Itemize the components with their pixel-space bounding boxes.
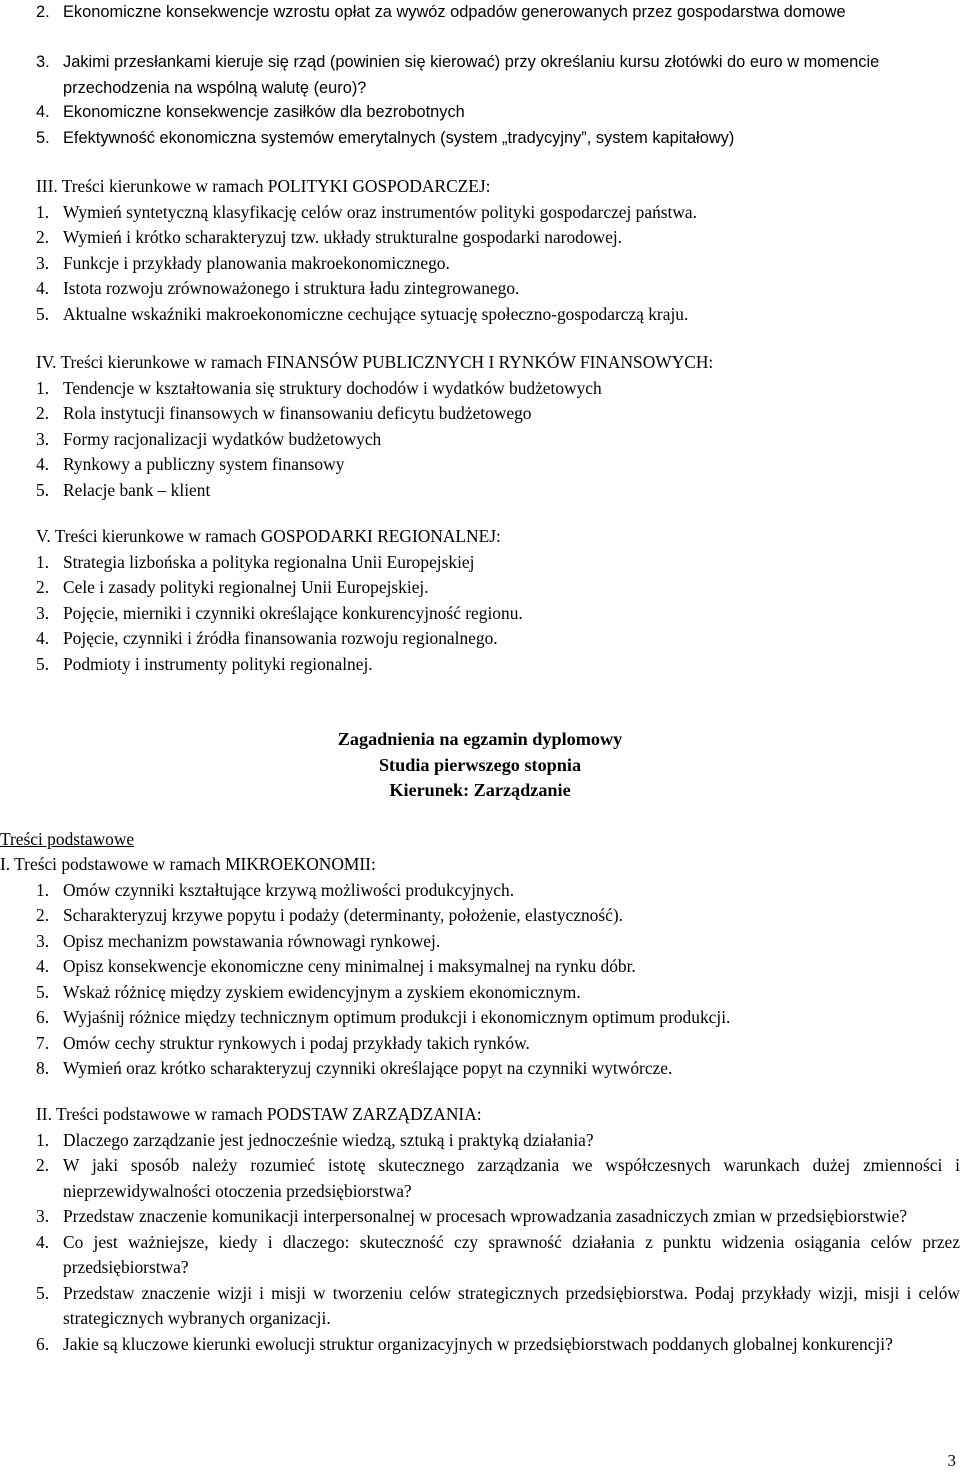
item-number: 2. <box>36 3 50 21</box>
list-item <box>36 0 960 50</box>
list-item <box>36 550 960 576</box>
item-number: 1. <box>36 551 50 572</box>
list-item <box>36 626 960 652</box>
top-list <box>36 0 960 151</box>
item-number: 2. <box>36 1155 50 1175</box>
item-number: 6. <box>36 1007 50 1027</box>
item-text: Aktualne wskaźniki makroekonomiczne cechujące sytuację społeczno-gospodarczą kraju. <box>63 303 689 324</box>
list-item <box>36 601 960 627</box>
item-number: 4. <box>36 1231 50 1252</box>
list-item <box>36 1056 960 1082</box>
list-item <box>36 1204 960 1230</box>
item-text: Ekonomiczne konsekwencje wzrostu opłat za wywóz odpadów generowanych przez gospodarstwa domowe <box>63 3 846 21</box>
section-title: II. Treści podstawowe w ramach PODSTAW ZARZĄDZANIA: <box>36 1104 482 1124</box>
item-text: Rola instytucji finansowych w finansowaniu deficytu budżetowego <box>63 403 532 423</box>
item-number: 2. <box>36 577 50 597</box>
list-item <box>36 126 960 152</box>
section-3 <box>36 174 960 327</box>
item-number: 6. <box>36 1333 50 1354</box>
list-item <box>36 478 960 504</box>
list-item <box>36 225 960 251</box>
item-number: 3. <box>36 252 50 273</box>
item-number: 3. <box>36 602 50 623</box>
section-I <box>0 852 960 1082</box>
list-item <box>36 575 960 601</box>
exam-heading <box>0 727 960 804</box>
item-text: Wyjaśnij różnice między technicznym optimum produkcji i ekonomicznym optimum produkcji. <box>63 1007 731 1027</box>
section-II <box>36 1102 960 1357</box>
heading-line-3: Kierunek: Zarządzanie <box>389 780 571 800</box>
item-number: 1. <box>36 377 50 398</box>
list-item <box>36 401 960 427</box>
item-text: Podmioty i instrumenty polityki regionalnej. <box>63 653 373 674</box>
basics-label-wrap <box>0 827 960 853</box>
item-text: Ekonomiczne konsekwencje zasiłków dla bezrobotnych <box>63 103 465 121</box>
heading-line-1: Zagadnienia na egzamin dyplomowy <box>337 729 623 749</box>
list-item <box>36 1005 960 1031</box>
list-item <box>36 652 960 678</box>
list-item <box>36 376 960 402</box>
list-item <box>36 251 960 277</box>
list-item <box>36 929 960 955</box>
list-item <box>36 100 960 126</box>
item-text: Co jest ważniejsze, kiedy i dlaczego: skuteczność czy sprawność działania z punktu widzenia osiągania celów przez przedsiębiorstwa? <box>63 1231 960 1277</box>
item-text: Wymień syntetyczną klasyfikację celów oraz instrumentów polityki gospodarczej państwa. <box>63 201 697 222</box>
section-4 <box>36 350 960 503</box>
section-5 <box>36 524 960 677</box>
list-item <box>36 427 960 453</box>
item-text: Pojęcie, czynniki i źródła finansowania rozwoju regionalnego. <box>63 628 498 648</box>
list-item <box>36 878 960 904</box>
item-text: Strategia lizbońska a polityka regionalna Unii Europejskiej <box>63 551 475 572</box>
page-number: 3 <box>947 1451 956 1470</box>
item-number: 1. <box>36 201 50 222</box>
item-number: 5. <box>36 479 50 500</box>
item-text: Scharakteryzuj krzywe popytu i podaży (determinanty, położenie, elastyczność). <box>63 905 623 925</box>
item-number: 2. <box>36 905 50 925</box>
item-number: 4. <box>36 628 50 648</box>
item-number: 5. <box>36 128 50 147</box>
item-number: 8. <box>36 1058 50 1078</box>
item-text: W jaki sposób należy rozumieć istotę skutecznego zarządzania we współczesnych warunkach dużej zmienności i nieprzewidywalności otoczenia przedsiębiorstwa? <box>63 1155 960 1201</box>
item-text: Przedstaw znaczenie komunikacji interpersonalnej w procesach wprowadzania zasadniczych zmian w przedsiębiorstwie? <box>63 1206 908 1226</box>
list-item <box>36 50 960 100</box>
item-number: 4. <box>36 956 50 976</box>
item-text: Wskaż różnicę między zyskiem ewidencyjnym a zyskiem ekonomicznym. <box>63 981 581 1002</box>
item-text: Wymień i krótko scharakteryzuj tzw. układy strukturalne gospodarki narodowej. <box>63 227 622 247</box>
heading-line-2: Studia pierwszego stopnia <box>378 754 582 775</box>
item-number: 2. <box>36 403 50 423</box>
item-number: 5. <box>36 303 50 324</box>
item-text: Efektywność ekonomiczna systemów emerytalnych (system „tradycyjny”, system kapitałowy) <box>63 128 735 147</box>
item-text: Istota rozwoju zrównoważonego i struktura ładu zintegrowanego. <box>63 278 520 298</box>
list-item <box>36 302 960 328</box>
item-text: Funkcje i przykłady planowania makroekonomicznego. <box>63 252 450 273</box>
list-item <box>36 200 960 226</box>
item-text: Cele i zasady polityki regionalnej Unii Europejskiej. <box>63 577 429 597</box>
item-text: Opisz mechanizm powstawania równowagi rynkowej. <box>63 930 441 951</box>
item-number: 4. <box>36 103 50 121</box>
item-number: 3. <box>36 1206 50 1226</box>
section-title: IV. Treści kierunkowe w ramach FINANSÓW PUBLICZNYCH I RYNKÓW FINANSOWYCH: <box>36 352 714 372</box>
item-text: Tendencje w kształtowania się struktury dochodów i wydatków budżetowych <box>63 377 602 398</box>
list-item <box>36 1230 960 1281</box>
item-number: 7. <box>36 1032 50 1053</box>
item-text: Omów cechy struktur rynkowych i podaj przykłady takich rynków. <box>63 1032 530 1053</box>
item-text: Dlaczego zarządzanie jest jednocześnie wiedzą, sztuką i praktyką działania? <box>63 1129 594 1150</box>
item-text: Jakie są kluczowe kierunki ewolucji struktur organizacyjnych w przedsiębiorstwach poddanych globalnej konkurencji? <box>63 1333 893 1354</box>
item-number: 4. <box>36 454 50 474</box>
list-item <box>36 954 960 980</box>
list-item <box>36 276 960 302</box>
item-number: 2. <box>36 227 50 247</box>
list-item <box>36 1128 960 1154</box>
item-text: Wymień oraz krótko scharakteryzuj czynniki określające popyt na czynniki wytwórcze. <box>63 1058 673 1078</box>
list-item <box>36 452 960 478</box>
item-number: 5. <box>36 1282 50 1303</box>
item-number: 1. <box>36 879 50 900</box>
item-text: Omów czynniki kształtujące krzywą możliwości produkcyjnych. <box>63 879 515 900</box>
list-item <box>36 1281 960 1332</box>
item-number: 3. <box>36 53 50 71</box>
item-text: Relacje bank – klient <box>63 479 211 500</box>
item-number: 3. <box>36 930 50 951</box>
item-text: Jakimi przesłankami kieruje się rząd (powinien się kierować) przy określaniu kursu złotówki do euro w momencie przechodzenia na wspólną walutę (euro)? <box>63 53 880 97</box>
item-text: Formy racjonalizacji wydatków budżetowych <box>63 428 382 449</box>
list-item <box>36 1031 960 1057</box>
item-number: 1. <box>36 1129 50 1150</box>
item-number: 5. <box>36 981 50 1002</box>
item-text: Przedstaw znaczenie wizji i misji w tworzeniu celów strategicznych przedsiębiorstwa. Podaj przykłady wizji, misji i celów strategicznych wybranych organizacji. <box>63 1282 960 1328</box>
item-number: 3. <box>36 428 50 449</box>
list-item <box>36 1153 960 1204</box>
item-number: 4. <box>36 278 50 298</box>
list-item <box>36 1332 960 1358</box>
section-title: I. Treści podstawowe w ramach MIKROEKONOMII: <box>0 854 376 874</box>
list-item <box>36 903 960 929</box>
item-number: 5. <box>36 653 50 674</box>
item-text: Opisz konsekwencje ekonomiczne ceny minimalnej i maksymalnej na rynku dóbr. <box>63 956 636 976</box>
section-title: III. Treści kierunkowe w ramach POLITYKI GOSPODARCZEJ: <box>36 176 491 196</box>
list-item <box>36 980 960 1006</box>
basics-label: Treści podstawowe <box>0 829 135 849</box>
item-text: Rynkowy a publiczny system finansowy <box>63 454 345 474</box>
item-text: Pojęcie, mierniki i czynniki określające konkurencyjność regionu. <box>63 602 523 623</box>
section-title: V. Treści kierunkowe w ramach GOSPODARKI REGIONALNEJ: <box>36 526 501 546</box>
